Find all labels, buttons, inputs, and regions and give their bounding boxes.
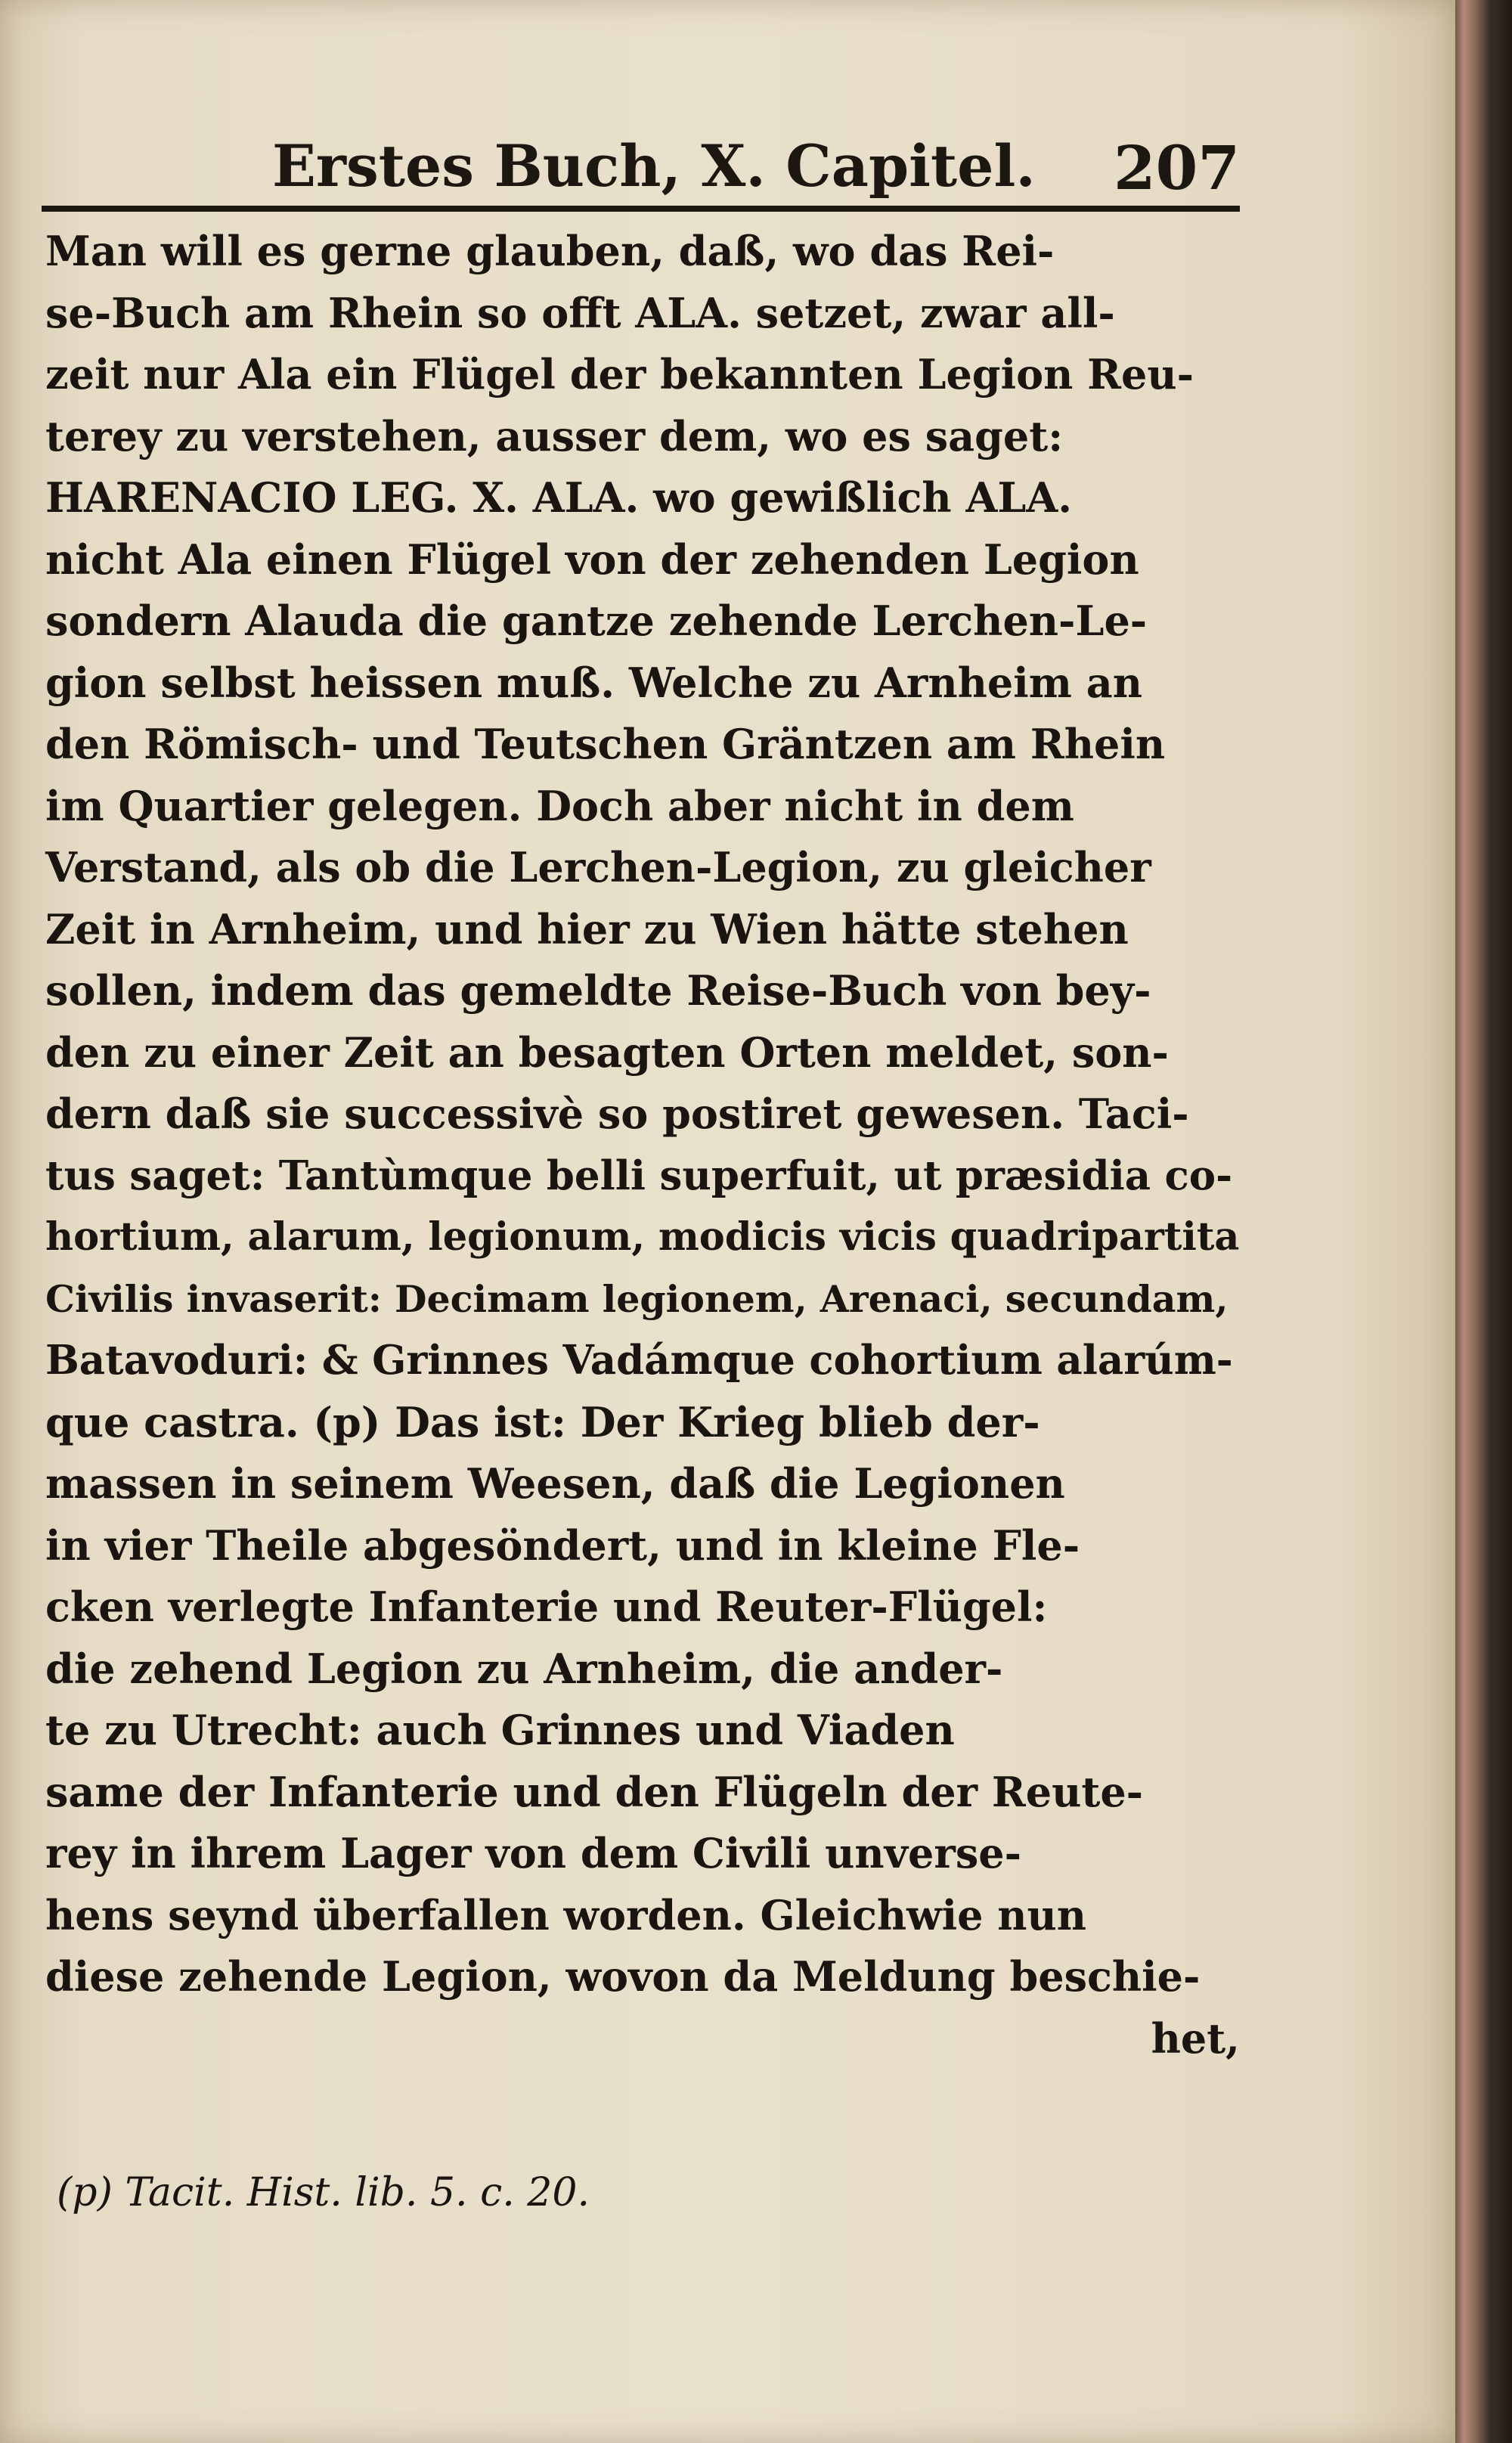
text-line: in vier Theile abgesöndert, und in kleine Fle-	[45, 1521, 1080, 1570]
text-line: gion selbst heissen muß. Welche zu Arnheim an	[45, 658, 1142, 707]
page-header	[45, 132, 1240, 203]
text-line: massen in seinem Weesen, daß die Legionen	[45, 1459, 1065, 1508]
text-line: den Römisch- und Teutschen Gräntzen am Rhein	[45, 720, 1166, 768]
text-line: Verstand, als ob die Lerchen-Legion, zu gleicher	[45, 843, 1151, 891]
catchword: het,	[1151, 2014, 1240, 2063]
text-line: dern daß sie successivè so postiret gewesen. Taci-	[45, 1090, 1189, 1138]
text-line: zeit nur Ala ein Flügel der bekannten Legion Reu-	[45, 350, 1194, 398]
page-number: 207	[1114, 132, 1240, 203]
text-line: den zu einer Zeit an besagten Orten meldet, son-	[45, 1028, 1169, 1077]
body-text	[45, 221, 1240, 2069]
text-line: Batavoduri: & Grinnes Vadámque cohortium alarúm-	[45, 1337, 1233, 1384]
text-line: cken verlegte Infanterie und Reuter-Flügel:	[45, 1583, 1048, 1631]
text-line: hortium, alarum, legionum, modicis vicis quadripartita	[45, 1214, 1240, 1260]
text-line: Civilis invaserit: Decimam legionem, Arenaci, secundam,	[45, 1276, 1228, 1321]
text-line: same der Infanterie und den Flügeln der Reute-	[45, 1767, 1144, 1816]
footnote: (p) Tacit. Hist. lib. 5. c. 20.	[57, 2170, 590, 2215]
running-title: Erstes Buch, X. Capitel.	[272, 132, 1036, 200]
text-line: rey in ihrem Lager von dem Civili unverse-	[45, 1829, 1021, 1877]
text-line: terey zu verstehen, ausser dem, wo es saget:	[45, 411, 1064, 460]
header-rule	[42, 206, 1240, 212]
page-edge	[1455, 0, 1512, 2443]
text-line: se-Buch am Rhein so offt ALA. setzet, zwar all-	[45, 288, 1115, 337]
text-line: diese zehende Legion, wovon da Meldung beschie-	[45, 1952, 1201, 2001]
text-line: die zehend Legion zu Arnheim, die ander-	[45, 1644, 1003, 1693]
text-line: im Quartier gelegen. Doch aber nicht in dem	[45, 781, 1074, 830]
text-line: nicht Ala einen Flügel von der zehenden Legion	[45, 535, 1139, 584]
text-line: que castra. (p) Das ist: Der Krieg blieb der-	[45, 1397, 1040, 1446]
text-line: te zu Utrecht: auch Grinnes und Viaden	[45, 1706, 955, 1754]
text-line: HARENACIO LEG. X. ALA. wo gewißlich ALA.	[45, 473, 1073, 522]
text-line: Man will es gerne glauben, daß, wo das Rei-	[45, 227, 1055, 275]
text-line: hens seynd überfallen worden. Gleichwie nun	[45, 1890, 1087, 1939]
text-line: sondern Alauda die gantze zehende Lerchen-Le-	[45, 597, 1148, 645]
text-line: Zeit in Arnheim, und hier zu Wien hätte stehen	[45, 904, 1129, 953]
text-line: tus saget: Tantùmque belli superfuit, ut præsidia co-	[45, 1152, 1233, 1199]
text-line: sollen, indem das gemeldte Reise-Buch von bey-	[45, 966, 1151, 1015]
